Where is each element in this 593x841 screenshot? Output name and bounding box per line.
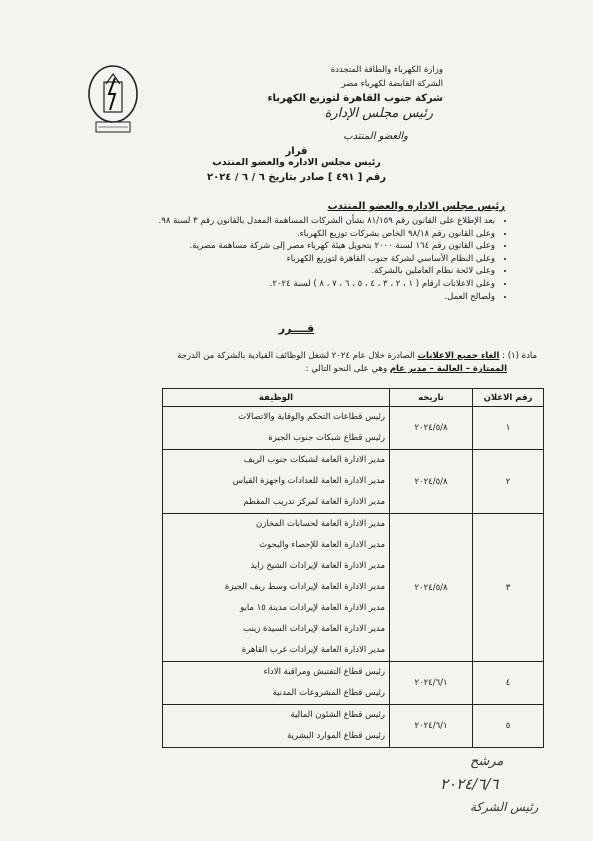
preamble-item: • ولصالح العمل. [37, 291, 495, 304]
job-title: رئيس قطاع الشئون المالية [290, 710, 385, 720]
announcement-number: ٥ [473, 705, 544, 748]
table-row [163, 450, 544, 514]
decision-subtitle: رئيس مجلس الاداره والعضو المنتدب [212, 157, 381, 168]
job-title: رئيس قطاع شبكات جنوب الجيزة [268, 433, 385, 443]
job-list [163, 705, 390, 748]
job-title: مدير الادارة العامة لإيرادات غرب القاهرة [241, 645, 385, 655]
preamble-item: • وعلى الاعلانات ارقام ( ١ ، ٢ ، ٣ ، ٤ ، ٥ ، ٦ ، ٧ ، ٨ ) لسنة ٢٠٢٤. [37, 278, 495, 291]
preamble-item: • وعلى القانون رقم ٩٨/١٨ الخاص بشركات توزيع الكهرباء. [37, 228, 495, 241]
table-row [163, 407, 544, 450]
announcement-date: ٢٠٢٤/٥/٨ [390, 450, 473, 514]
announcement-number: ٤ [473, 662, 544, 705]
table-row [163, 705, 544, 748]
job-title: رئيس قطاع الموارد البشرية [287, 731, 385, 741]
article-label: مادة (١) [507, 351, 537, 361]
preamble-item: • بعد الإطلاع على القانون رقم ٨١/١٥٩ بشأن الشركات المساهمة المعدل بالقانون رقم ٣ لسنة ٩٨. [37, 215, 495, 228]
job-list [163, 450, 390, 514]
article-text-2: وهي على النحو التالي : [305, 364, 390, 374]
handwritten-title-1: رئيس مجلس الإدارة [324, 106, 433, 121]
col-header-date: تاريخه [390, 389, 473, 407]
announcement-number: ٢ [473, 450, 544, 514]
table-row [163, 662, 544, 705]
preamble-list [37, 215, 507, 303]
job-title: مدير الادارة العامة لحسابات المخازن [255, 519, 385, 529]
job-title: مدير الادارة العامة للعدادات واجهزة القياس [232, 476, 385, 486]
announcement-date: ٢٠٢٤/٥/٨ [390, 407, 473, 450]
job-list [163, 514, 390, 662]
section-title: قــــرر [278, 322, 315, 335]
table-row [163, 514, 544, 662]
article-1: مادة (١) : الغاء جميع الاعلانات الصادرة خلال عام ٢٠٢٤ لشغل الوظائف القيادية بالشركة من الدرجة الممتازة – العالية – مدير عام وهي على النحو التالي : [177, 351, 537, 374]
company-logo [86, 64, 140, 136]
preamble-item: • وعلى لائحة نظام العاملين بالشركة. [37, 265, 495, 278]
job-title: مدير الادارة العامة لشبكات جنوب الريف [243, 455, 385, 465]
announcement-number: ٣ [473, 514, 544, 662]
col-header-number: رقم الاعلان [473, 389, 544, 407]
decision-number: رقم [ ٤٩١ ] صادر بتاريخ ٦ / ٦ / ٢٠٢٤ [206, 172, 386, 183]
announcement-date: ٢٠٢٤/٥/٨ [390, 514, 473, 662]
job-list [163, 662, 390, 705]
announcement-date: ٢٠٢٤/٦/١ [390, 662, 473, 705]
job-title: مدير الادارة العامة لإيرادات مدينة ١٥ مايو [240, 603, 385, 613]
job-title: مدير الادارة العامة لمركز تدريب المقطم [243, 497, 385, 507]
holding-company-name: الشركة القابضة لكهرباء مصر [341, 79, 443, 89]
handwritten-note-2: رئيس الشركة [470, 800, 539, 814]
job-title: مدير الادارة العامة لإيرادات السيدة زينب [242, 624, 385, 634]
article-grades: الممتازة – العالية – مدير عام [389, 364, 507, 374]
preamble-heading: رئيس مجلس الاداره والعضو المنتدب [327, 201, 505, 212]
article-bold: الغاء جميع الاعلانات [417, 351, 500, 361]
announcements-table [162, 388, 544, 748]
article-text: الصادرة خلال عام ٢٠٢٤ لشغل الوظائف القيادية بالشركة من الدرجة [177, 351, 418, 361]
job-title: مدير الادارة العامة للإحصاء والبحوث [259, 540, 385, 550]
job-title: رئيس قطاعات التحكم والوقاية والاتصالات [238, 412, 385, 422]
preamble-item: • وعلى النظام الأساسي لشركة جنوب القاهرة لتوزيع الكهرباء [37, 253, 495, 266]
handwritten-note-date: ٢٠٢٤/٦/٦ [440, 775, 499, 793]
company-name: شركة جنوب القاهرة لتوزيع الكهرباء [267, 93, 443, 104]
handwritten-note-1: مرشح [470, 754, 504, 769]
announcement-number: ١ [473, 407, 544, 450]
decision-title: قرار [285, 146, 308, 157]
ministry-name: وزارة الكهرباء والطاقة المتجددة [330, 65, 443, 75]
handwritten-title-2: والعضو المنتدب [343, 131, 408, 142]
col-header-job: الوظيفة [163, 389, 390, 407]
job-title: مدير الادارة العامة لإيرادات وسط ريف الجيزة [224, 582, 385, 592]
preamble-item: • وعلى القانون رقم ١٦٤ لسنة ٢٠٠٠ بتحويل هيئة كهرباء مصر إلى شركة مساهمة مصرية. [37, 240, 495, 253]
job-title: رئيس قطاع التفتيش ومراقبة الاداء [263, 667, 385, 677]
announcement-date: ٢٠٢٤/٦/١ [390, 705, 473, 748]
job-title: رئيس قطاع المشروعات المدنية [272, 688, 385, 698]
job-title: مدير الادارة العامة لإيرادات الشيخ زايد [250, 561, 385, 571]
job-list [163, 407, 390, 450]
